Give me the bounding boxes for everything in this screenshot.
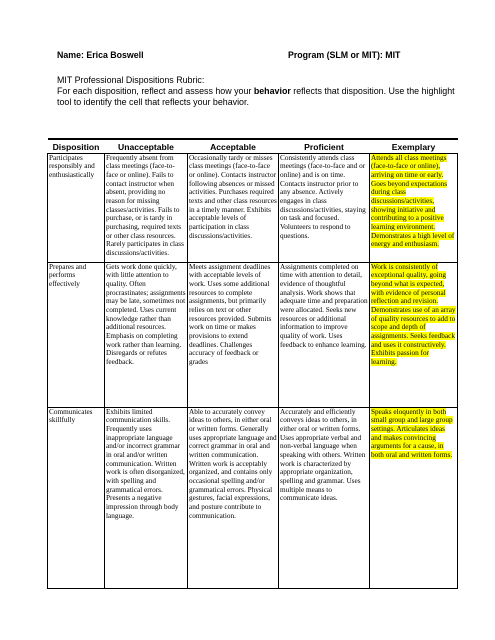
exemplary-cell[interactable] — [370, 153, 458, 262]
acceptable-cell[interactable]: Meets assignment deadlines with acceptable levels of work. Uses some additional resources to complete assignments, but primarily relies on text or other resources provided. Submits work on time or makes provisions to extend deadlines. Challenges accuracy of feedback or grades — [188, 262, 279, 407]
table-row — [48, 262, 458, 407]
proficient-cell[interactable]: Accurately and efficiently conveys ideas to others, in either oral or written forms. Uses appropriate verbal and non-verbal language when speaking with others. Written work is characterized by appropriate organization, spelling and grammar. Uses multiple means to communicate ideas. — [279, 407, 370, 588]
unacceptable-cell[interactable]: Gets work done quickly, with little attention to quality. Often procrastinates; assignments may be late, sometimes not completed. Uses current knowledge rather than additional resources. Emphasis on completing work rather than learning. Disregards or refutes feedback. — [105, 262, 188, 407]
highlighted-text: Attends all class meetings (face-to-face or online), arriving on time or early. Goes beyond expectations during class discussions/activities, showing initiative and contributing to a positive learning environment. Demonstrates a high level of energy and enthusiasm. — [371, 153, 455, 249]
rubric-intro — [57, 75, 457, 109]
table-row — [48, 407, 458, 588]
disposition-cell: Prepares and performs effectively — [48, 262, 105, 407]
highlighted-text: Work is consistently of exceptional quality, going beyond what is expected, with evidence of personal reflection and revision. Demonstrates use of an array of quality resources to add to scope and depth of assignments. Seeks feedback and uses it constructively. Exhibits passion for learning. — [371, 262, 456, 366]
acceptable-cell[interactable]: Able to accurately convey ideas to others, in either oral or written forms. Generally uses appropriate language and correct grammar in oral and written communication. Written work is acceptably organized, and contains only occasional spelling and/or grammatical errors. Physical gestures, facial expressions, and posture contribute to communication. — [188, 407, 279, 588]
program-label: Program (SLM or MIT): MIT — [288, 50, 401, 60]
header-proficient: Proficient — [279, 139, 370, 153]
rubric-title: MIT Professional Dispositions Rubric: — [57, 75, 205, 85]
disposition-cell: Participates responsibly and enthusiastically — [48, 153, 105, 262]
exemplary-cell[interactable] — [370, 407, 458, 588]
header-exemplary: Exemplary — [370, 139, 458, 153]
student-name: Name: Erica Boswell — [57, 50, 144, 60]
unacceptable-cell[interactable]: Frequently absent from class meetings (face-to-face or online). Fails to contact instructor when absent, providing no reason for missing classes/activities. Fails to purchase, or is tardy in purchasing, required texts or other class resources. Rarely participates in class discussions/activities. — [105, 153, 188, 262]
instructions-bold: behavior — [253, 86, 291, 97]
dispositions-rubric-table — [47, 138, 458, 589]
disposition-cell: Communicates skillfully — [48, 407, 105, 588]
instructions-suffix: reflects that disposition. Use the highlight tool to identify the cell that reflects your behavior. — [57, 86, 455, 108]
table-row — [48, 153, 458, 262]
unacceptable-cell[interactable]: Exhibits limited communication skills. Frequently uses inappropriate language and/or incorrect grammar in oral and/or written communication. Written work is often disorganized, with spelling and grammatical errors. Presents a negative impression through body language. — [105, 407, 188, 588]
header-acceptable: Acceptable — [188, 139, 279, 153]
rubric-instructions — [57, 86, 457, 108]
header-unacceptable: Unacceptable — [105, 139, 188, 153]
instructions-prefix: For each disposition, reflect and assess how your — [57, 86, 254, 97]
header-disposition: Disposition — [48, 139, 105, 153]
proficient-cell[interactable]: Assignments completed on time with attention to detail, evidence of thoughtful analysis. Work shows that adequate time and preparation were allocated. Seeks new resources or additional information to improve quality of work. Uses feedback to enhance learning. — [279, 262, 370, 407]
student-header — [57, 50, 452, 60]
highlighted-text: Speaks eloquently in both small group and large group settings. Articulates ideas and makes convincing arguments for a cause, in both oral and written forms. — [371, 407, 453, 459]
acceptable-cell[interactable]: Occasionally tardy or misses class meetings (face-to-face or online). Contacts instructor following absences or missed activities. Purchases required texts and other class resources in a timely manner. Exhibits acceptable levels of participation in class discussions/activities. — [188, 153, 279, 262]
exemplary-cell[interactable] — [370, 262, 458, 407]
proficient-cell[interactable]: Consistently attends class meetings (face-to-face and or online) and is on time. Contacts instructor prior to any absence. Actively engages in class discussions/activities, staying on task and focused. Volunteers to respond to questions. — [279, 153, 370, 262]
table-header-row — [48, 139, 458, 153]
